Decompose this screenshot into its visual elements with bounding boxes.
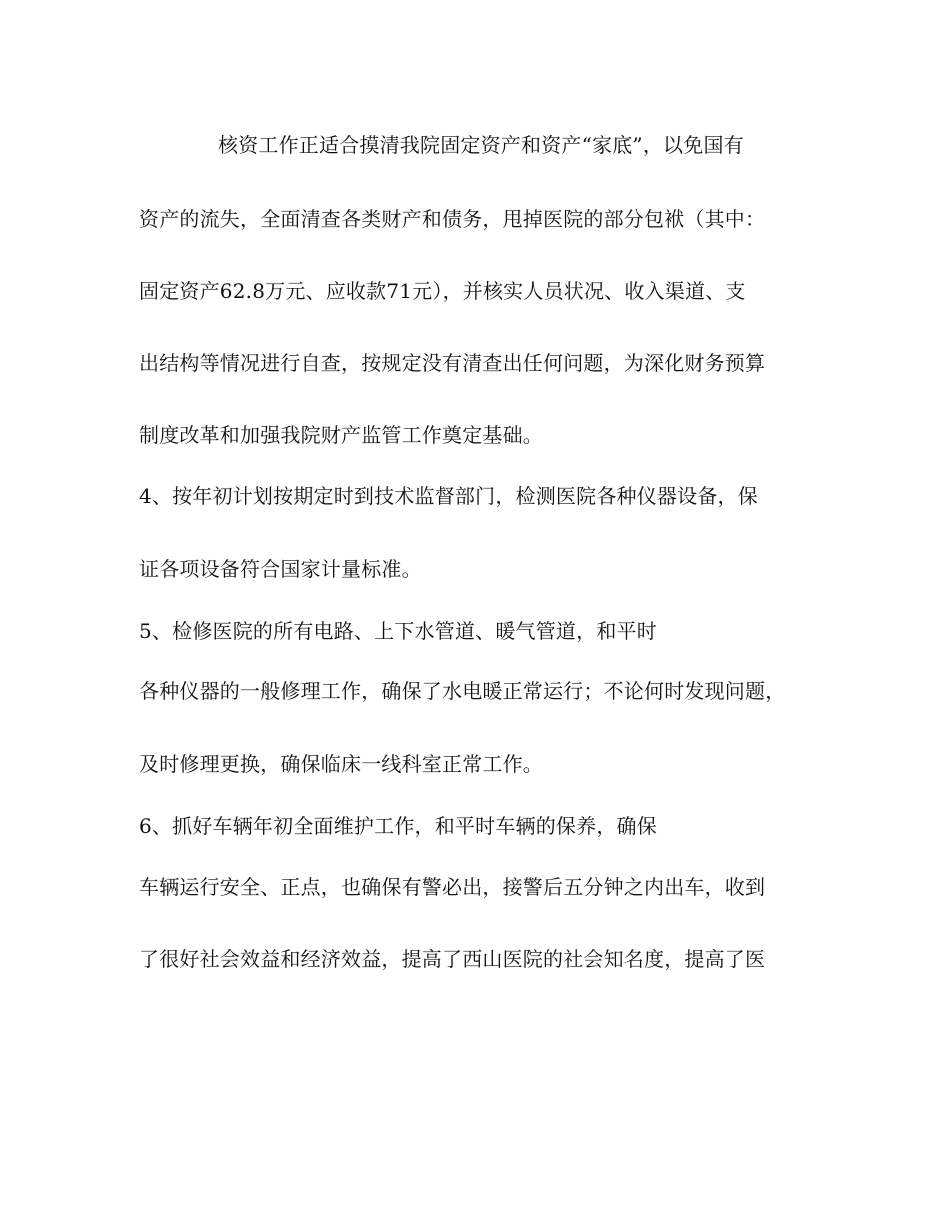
paragraph-line: 证各项设备符合国家计量标准。 bbox=[139, 557, 422, 581]
paragraph-line: 出结构等情况进行自查，按规定没有清查出任何问题，为深化财务预算 bbox=[139, 351, 766, 375]
list-item-line: 6、抓好车辆年初全面维护工作，和平时车辆的保养，确保 bbox=[139, 814, 657, 838]
paragraph-line: 各种仪器的一般修理工作，确保了水电暖正常运行；不论何时发现问题， bbox=[139, 679, 786, 703]
paragraph-line: 了很好社会效益和经济效益，提高了西山医院的社会知名度，提高了医 bbox=[139, 947, 766, 971]
paragraph-line: 资产的流失，全面清查各类财产和债务，甩掉医院的部分包袱（其中： bbox=[139, 207, 766, 231]
paragraph-line: 制度改革和加强我院财产监管工作奠定基础。 bbox=[139, 423, 543, 447]
paragraph-line: 固定资产62.8万元、应收款71元），并核实人员状况、收入渠道、支 bbox=[139, 279, 746, 303]
paragraph-line: 核资工作正适合摸清我院固定资产和资产“家底”，以免国有 bbox=[218, 133, 744, 157]
paragraph-line: 车辆运行安全、正点，也确保有警必出，接警后五分钟之内出车，收到 bbox=[139, 875, 766, 899]
list-item-line: 4、按年初计划按期定时到技术监督部门，检测医院各种仪器设备，保 bbox=[139, 484, 758, 508]
paragraph-line: 及时修理更换，确保临床一线科室正常工作。 bbox=[139, 752, 543, 776]
list-item-line: 5、检修医院的所有电路、上下水管道、暖气管道，和平时 bbox=[139, 619, 657, 643]
